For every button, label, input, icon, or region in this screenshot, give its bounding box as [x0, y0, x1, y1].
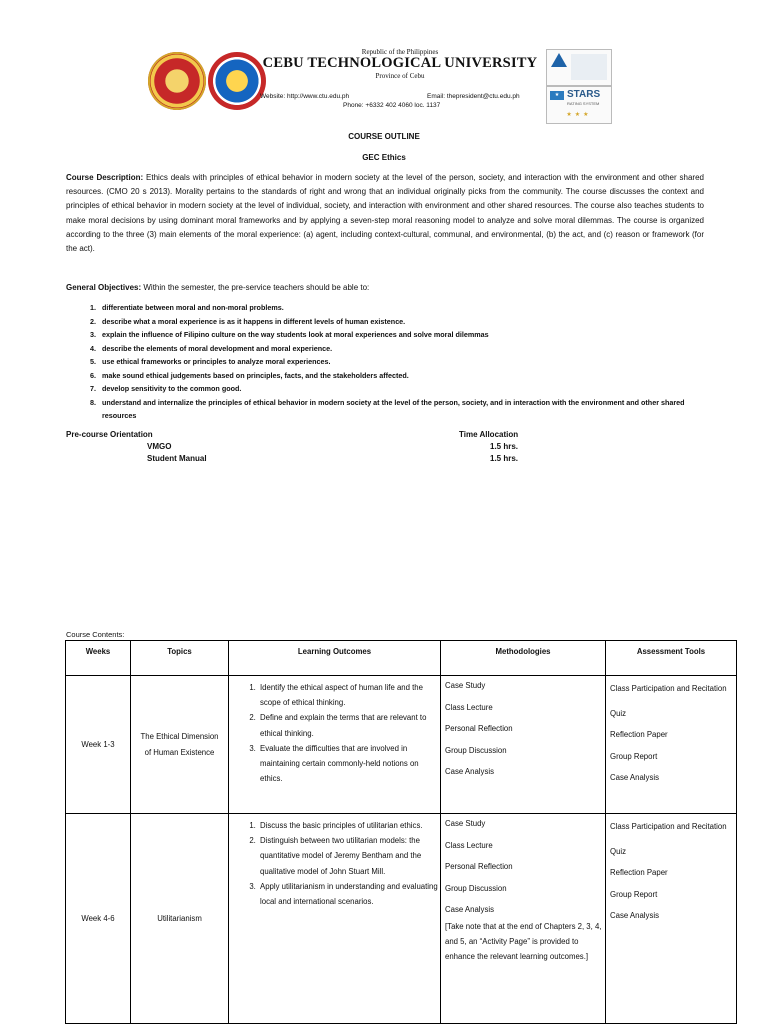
assessment-item: Reflection Paper	[610, 730, 668, 739]
activity-page-note: [Take note that at the end of Chapters 2, 3, 4, and 5, an “Activity Page” is provided to enhance the relevant learning outcomes.]	[445, 922, 602, 961]
orientation-item-name: VMGO	[147, 442, 172, 451]
assessment-tools-cell	[606, 814, 737, 1024]
column-header-learning-outcomes: Learning Outcomes	[229, 641, 441, 676]
column-header-methodologies: Methodologies	[441, 641, 606, 676]
assessment-item: Case Analysis	[610, 911, 659, 920]
methodology-item: Personal Reflection	[445, 724, 513, 733]
objective-item: 5. use ethical frameworks or principles to analyze moral experiences.	[98, 355, 718, 369]
document-title: COURSE OUTLINE	[348, 132, 420, 141]
methodology-item: Case Analysis	[445, 767, 494, 776]
objective-item: 4. describe the elements of moral development and moral experience.	[98, 342, 718, 356]
learning-outcome-item: 3. Evaluate the difficulties that are involved in maintaining certain commonly-held notions on ethics.	[258, 741, 439, 787]
certification-triangle-icon	[551, 53, 567, 67]
course-contents-label: Course Contents:	[66, 630, 125, 639]
university-name: CEBU TECHNOLOGICAL UNIVERSITY	[262, 55, 538, 71]
general-objectives-intro	[66, 281, 704, 295]
column-header-topics: Topics	[131, 641, 229, 676]
course-description-label: Course Description:	[66, 173, 144, 182]
methodology-item: Class Lecture	[445, 702, 493, 712]
assessment-item: Class Participation and Recitation	[610, 684, 727, 693]
stars-logo-icon: ★	[550, 91, 564, 100]
objective-item: 8. understand and internalize the principles of ethical behavior in modern society at the level of the person, society, and in interaction with the environment and other shared resources	[98, 396, 718, 423]
topic-cell: Utilitarianism	[131, 814, 229, 1024]
letterhead	[0, 42, 768, 124]
general-objectives-label: General Objectives:	[66, 283, 142, 292]
university-seal-logo	[148, 52, 206, 110]
assessment-item: Class Participation and Recitation	[610, 822, 727, 831]
methodology-item: Personal Reflection	[445, 862, 513, 871]
objective-item: 3. explain the influence of Filipino culture on the way students look at moral experiences and solve moral dilemmas	[98, 328, 718, 342]
methodologies-cell	[441, 676, 606, 814]
objective-item: 7. develop sensitivity to the common good.	[98, 382, 718, 396]
learning-outcomes-cell	[229, 676, 441, 814]
learning-outcome-item: 3. Apply utilitarianism in understanding and evaluating local and international scenarios.	[258, 879, 439, 909]
republic-text: Republic of the Philippines	[361, 48, 439, 56]
week-cell: Week 1-3	[66, 676, 131, 814]
objectives-list	[66, 301, 718, 423]
methodology-item: Case Study	[445, 681, 486, 690]
website-text: Website: http://www.ctu.edu.ph	[260, 93, 350, 100]
topic-cell: The Ethical Dimension of Human Existence	[131, 676, 229, 814]
methodology-item: Group Discussion	[445, 745, 507, 755]
methodology-item: Case Study	[445, 819, 486, 828]
learning-outcome-item: 2. Define and explain the terms that are relevant to ethical thinking.	[258, 710, 439, 740]
stars-badge-subtitle: RATING SYSTEM	[567, 101, 600, 106]
iso-certification-badge	[546, 49, 612, 86]
methodology-item: Group Discussion	[445, 883, 507, 893]
orientation-item-time: 1.5 hrs.	[490, 454, 519, 463]
email-text: Email: thepresident@ctu.edu.ph	[427, 93, 520, 100]
assessment-item: Group Report	[610, 751, 658, 761]
stars-badge-title: STARS	[567, 89, 601, 100]
orientation-item-time: 1.5 hrs.	[490, 442, 519, 451]
methodology-item: Class Lecture	[445, 840, 493, 850]
province-text: Province of Cebu	[375, 72, 425, 80]
star-rating-icon: ★★★	[566, 112, 592, 118]
asean-logo	[208, 52, 266, 110]
general-objectives-text: Within the semester, the pre-service teachers should be able to:	[141, 283, 370, 292]
assessment-item: Quiz	[610, 708, 627, 718]
table-row	[66, 676, 737, 814]
column-header-assessment-tools: Assessment Tools	[606, 641, 737, 676]
assessment-item: Reflection Paper	[610, 868, 668, 877]
table-row	[66, 814, 737, 1024]
column-header-weeks: Weeks	[66, 641, 131, 676]
pre-course-orientation-label: Pre-course Orientation	[66, 430, 153, 439]
learning-outcome-item: 2. Distinguish between two utilitarian models: the quantitative model of Jeremy Bentham and the qualitative model of John Stuart Mill.	[258, 833, 439, 879]
assessment-item: Group Report	[610, 889, 658, 899]
course-code: GEC Ethics	[362, 153, 406, 162]
assessment-item: Quiz	[610, 846, 627, 856]
table-header-row	[66, 641, 737, 676]
week-cell: Week 4-6	[66, 814, 131, 1024]
objective-item: 2. describe what a moral experience is as it happens in different levels of human existence.	[98, 315, 718, 329]
assessment-tools-cell	[606, 676, 737, 814]
course-contents-table	[65, 640, 737, 1024]
stars-rating-badge	[546, 86, 612, 124]
methodology-item: Case Analysis	[445, 905, 494, 914]
learning-outcomes-cell	[229, 814, 441, 1024]
orientation-item-name: Student Manual	[147, 454, 207, 463]
learning-outcome-item: 1. Identify the ethical aspect of human life and the scope of ethical thinking.	[258, 680, 439, 710]
methodologies-cell	[441, 814, 606, 1024]
objective-item: 6. make sound ethical judgements based on principles, facts, and the stakeholders affected.	[98, 369, 718, 383]
assessment-item: Case Analysis	[610, 773, 659, 782]
course-description-text: Ethics deals with principles of ethical behavior in modern society at the level of the person, society, and interaction with the environment and other shared resources. (CMO 20 s 2013). Morality pertains to the standards of right and wrong that an individual originally picks from the community. The course discusses the context and principles of ethical behavior in modern society at the level of individual, society, and interaction with environment and other shared resources. The course also teaches students to make moral decisions by using dominant moral frameworks and by applying a seven-step moral reasoning model to analyze and solve moral dilemmas. The course is organized according to the three (3) main elements of the moral experience: (a) agent, including context-cultural, communal, and environmental, (b) the act, and (c) reason or framework (for the act).	[66, 173, 704, 254]
course-description	[66, 171, 704, 256]
objective-item: 1. differentiate between moral and non-moral problems.	[98, 301, 718, 315]
learning-outcome-item: 1. Discuss the basic principles of utilitarian ethics.	[258, 818, 439, 833]
phone-text: Phone: +6332 402 4060 loc. 1137	[343, 102, 441, 109]
time-allocation-label: Time Allocation	[459, 430, 519, 439]
